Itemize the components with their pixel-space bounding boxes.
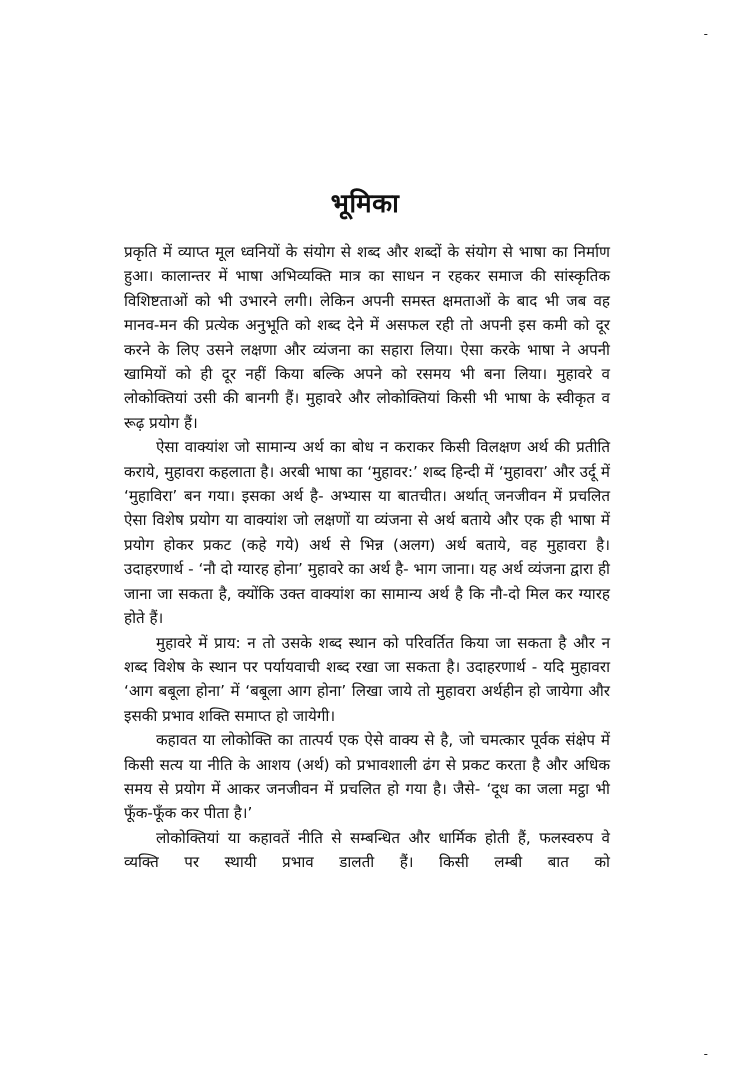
paragraph-1: प्रकृति में व्याप्त मूल ध्वनियों के संयोग से शब्द और शब्दों के संयोग से भाषा का निर्माण हुआ। कालान्तर में भाषा अभिव्यक्ति मात्र का साधन न रहकर समाज की सांस्कृतिक विशिष्टताओं को भी उभारने लगी। लेकिन अपनी समस्त क्षमताओं के बाद भी जब वह मानव-मन की प्रत्येक अनुभूति को शब्द देने में असफल रही तो अपनी इस कमी को दूर करने के लिए उसने लक्षणा और व्यंजना का सहारा लिया। ऐसा करके भाषा ने अपनी खामियों को ही दूर नहीं किया बल्कि अपने को रसमय भी बना लिया। मुहावरे व लोकोक्तियां उसी की बानगी हैं। मुहावरे और लोकोक्तियां किसी भी भाषा के स्वीकृत व रूढ़ प्रयोग हैं। — [124, 243, 610, 432]
paragraph-3: मुहावरे में प्राय: न तो उसके शब्द स्थान को परिवर्तित किया जा सकता है और न शब्द विशेष के स्थान पर पर्यायवाची शब्द रखा जा सकता है। उदाहरणार्थ - यदि मुहावरा ‘आग बबूला होना’ में ‘बबूला आग होना’ लिखा जाये तो मुहावरा अर्थहीन हो जायेगा और इसकी प्रभाव शक्ति समाप्त हो जायेगी। — [124, 633, 610, 725]
page-title: भूमिका — [330, 189, 400, 219]
paragraph-4: कहावत या लोकोक्ति का तात्पर्य एक ऐसे वाक्य से है, जो चमत्कार पूर्वक संक्षेप में किसी सत्य या नीति के आशय (अर्थ) को प्रभावशाली ढंग से प्रकट करता है और अधिक समय से प्रयोग में आकर जनजीवन में प्रचलित हो गया है। जैसे- ‘दूध का जला मट्ठा भी फूँक-फूँक कर पीता है।’ — [124, 731, 610, 823]
page-corner-mark-bottom: - — [703, 1047, 708, 1061]
body-text — [124, 240, 610, 875]
paragraph-2: ऐसा वाक्यांश जो सामान्य अर्थ का बोध न कराकर किसी विलक्षण अर्थ की प्रतीति कराये, मुहावरा कहलाता है। अरबी भाषा का ‘मुहावर:’ शब्द हिन्दी में ‘मुहावरा’ और उर्दू में ‘मुहाविरा’ बन गया। इसका अर्थ है- अभ्यास या बातचीत। अर्थात् जनजीवन में प्रचलित ऐसा विशेष प्रयोग या वाक्यांश जो लक्षणों या व्यंजना से अर्थ बताये और एक ही भाषा में प्रयोग होकर प्रकट (कहे गये) अर्थ से भिन्न (अलग) अर्थ बताये, वह मुहावरा है। उदाहरणार्थ - ‘नौ दो ग्यारह होना’ मुहावरे का अर्थ है- भाग जाना। यह अर्थ व्यंजना द्वारा ही जाना जा सकता है, क्योंकि उक्त वाक्यांश का सामान्य अर्थ है कि नौ-दो मिल कर ग्यारह होते हैं। — [124, 438, 610, 628]
page-corner-mark-top: - — [703, 27, 708, 41]
paragraph-5: लोकोक्तियां या कहावतें नीति से सम्बन्धित और धार्मिक होती हैं, फलस्वरुप वे व्यक्ति पर स्थायी प्रभाव डालती हैं। किसी लम्बी बात को — [124, 828, 610, 872]
